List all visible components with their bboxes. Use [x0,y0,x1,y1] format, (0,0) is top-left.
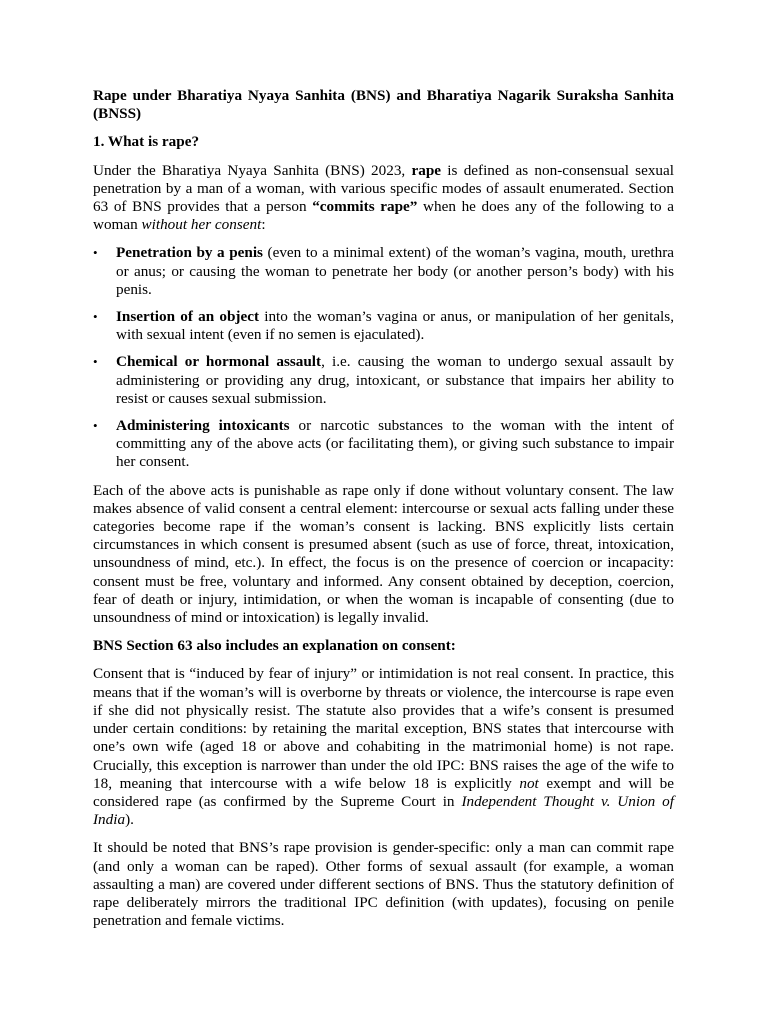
bullet-icon: • [93,418,98,434]
bullet-icon: • [93,245,98,261]
consent-paragraph: Each of the above acts is punishable as rape only if done without voluntary consent. The law makes absence of valid consent a central element: intercourse or sexual acts falling under these categories become rape if the woman’s consent is lacking. BNS explicitly lists certain circumstances in which consent is presumed absent (such as use of force, threat, intoxication, unsoundness of mind, etc.). In effect, the focus is on the presence of coercion or incapacity: consent must be free, voluntary and informed. Any consent obtained by deception, coercion, fear of death or injury, intimidation, or when the woman is incapable of consenting (due to unsoundness of mind or intoxication) is legally invalid. [93,481,674,627]
emphasis-without-consent: without her consent [141,216,262,234]
section-heading: 1. What is rape? [93,133,200,151]
bullet-icon: • [93,354,98,370]
case-citation: Independent Thought v. Union of India [93,792,674,829]
list-item: • Penetration by a penis (even to a minimal extent) of the woman’s vagina, mouth, urethra or anus; or causing the woman to penetrate her body (or another person’s body) with his penis. [93,244,674,298]
section63-heading: BNS Section 63 also includes an explanation on consent: [93,637,456,655]
list-item: • Insertion of an object into the woman’s vagina or anus, or manipulation of her genitals, with sexual intent (even if no semen is ejaculated). [93,308,674,344]
gender-paragraph: It should be noted that BNS’s rape provision is gender-specific: only a man can commit rape (and only a woman can be raped). Other forms of sexual assault (for example, a woman assaulting a man) are covered under different sections of BNS. Thus the statutory definition of rape deliberately mirrors the traditional IPC definition (with updates), focusing on penile penetration and female victims. [93,839,674,930]
bullet-icon: • [93,309,98,325]
intro-paragraph: Under the Bharatiya Nyaya Sanhita (BNS) 2023, rape is defined as non-consensual sexual penetration by a man of a woman, with various specific modes of assault enumerated. Section 63 of BNS provides that a person “commits rape” when he does any of the following to a woman without her consent: [93,161,674,234]
document-title: Rape under Bharatiya Nyaya Sanhita (BNS) and Bharatiya Nagarik Suraksha Sanhita (BNSS) [93,87,674,123]
emphasis-commits-rape: “commits rape” [312,198,418,216]
emphasis-not: not [519,774,539,792]
document-body [93,87,674,940]
fear-paragraph: Consent that is “induced by fear of injury” or intimidation is not real consent. In practice, this means that if the woman’s will is overborne by threats or violence, the intercourse is rape even if she did not physically resist. The statute also provides that a wife’s consent is presumed under certain conditions: by retaining the marital exception, BNS states that intercourse with one’s own wife (aged 18 or above and cohabiting in the matrimonial home) is not rape. Crucially, this exception is narrower than under the old IPC: BNS raises the age of the wife to 18, meaning that intercourse with a wife below 18 is explicitly not exempt and will be considered rape (as confirmed by the Supreme Court in Independent Thought v. Union of India). [93,665,675,829]
emphasis-rape: rape [411,161,442,179]
acts-list [93,244,674,471]
list-item: • Chemical or hormonal assault, i.e. causing the woman to undergo sexual assault by administering or providing any drug, intoxicant, or substance that impairs her ability to resist or causes sexual submission. [93,353,674,407]
list-item: • Administering intoxicants or narcotic substances to the woman with the intent of committing any of the above acts (or facilitating them), or giving such substance to impair her consent. [93,417,674,471]
